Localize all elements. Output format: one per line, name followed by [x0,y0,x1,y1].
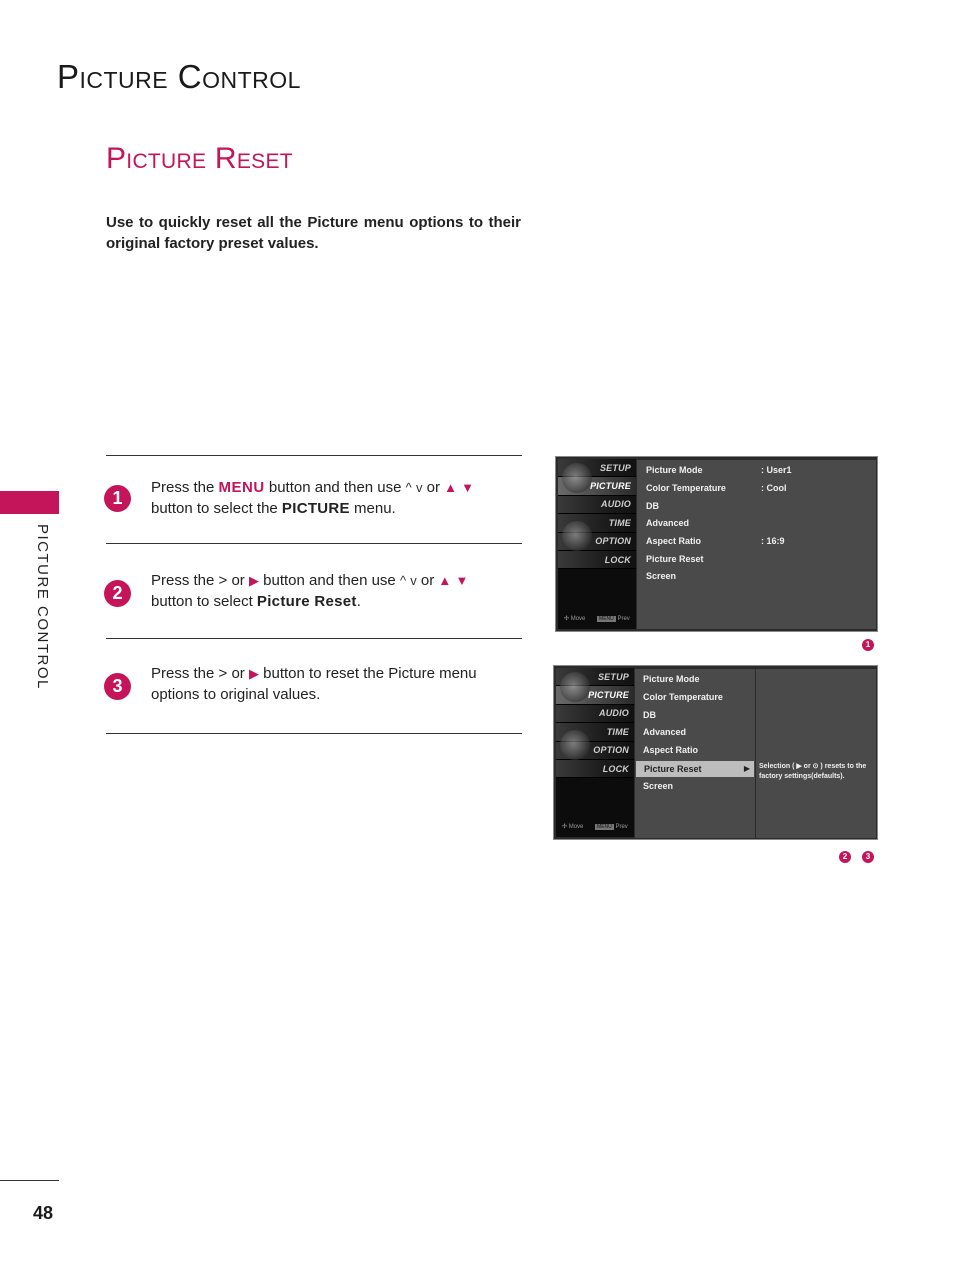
selected-option-picture-reset[interactable] [636,761,754,777]
chevron-down-icon: v [415,480,423,495]
side-tab [0,491,59,514]
right-triangle-icon: ▶ [248,666,259,681]
option-label[interactable]: Picture Mode [643,674,700,684]
step-text-fragment: button to reset the Picture menu [258,665,477,682]
step-text-fragment: Press the [151,572,219,589]
step-text-fragment: or [227,665,249,682]
tv-options-panel [635,669,755,838]
tv-menu-item-picture[interactable]: PICTURE [556,686,634,704]
tv-menu-item-audio[interactable]: AUDIO [556,705,634,723]
option-label[interactable]: Picture Reset [646,554,704,564]
right-chevron-icon: > [218,572,228,589]
tv-info-panel [756,669,876,838]
step-3-line-1 [151,663,521,684]
side-label: PICTURE CONTROL [34,524,51,690]
footer-prev: Prev [615,824,628,830]
step-1-badge: 1 [104,485,131,512]
picture-keyword: PICTURE [281,500,350,517]
disc-graphic [562,463,592,493]
picture-reset-keyword: Picture Reset [256,593,357,610]
right-triangle-icon: ▶ [248,573,259,588]
footer-move: Move [568,824,584,830]
chevron-up-icon: ^ [399,573,407,588]
footer-prev: Prev [617,616,630,622]
right-chevron-icon: > [218,665,228,682]
disc-graphic [560,672,590,702]
chevron-up-icon: ^ [405,480,412,495]
step-2-badge: 2 [104,580,131,607]
page-number: 48 [33,1203,54,1223]
footer-move: Move [570,616,586,622]
intro-paragraph: Use to quickly reset all the Picture menu options to their original factory preset values. [106,214,521,252]
screen-badge: 3 [862,851,874,863]
option-label[interactable]: DB [646,501,659,511]
tv-menu-item-time[interactable]: TIME [558,514,636,532]
step-text-fragment: or [422,479,445,496]
option-label[interactable]: Advanced [646,518,690,528]
down-triangle-icon: ▼ [461,480,475,495]
section-title: Picture Control [57,58,301,95]
up-triangle-icon: ▲ [438,573,452,588]
option-label[interactable]: Picture Mode [646,465,703,475]
step-3-badge: 3 [104,673,131,700]
option-value: : 16:9 [761,536,785,546]
tv-menu-item-lock[interactable]: LOCK [556,760,634,778]
option-label[interactable]: Color Temperature [643,692,723,702]
option-label[interactable]: Screen [643,781,674,791]
tv-menu-item-time[interactable]: TIME [556,723,634,741]
screen-badge: 2 [839,851,851,863]
step-text-fragment: button and then use [258,572,400,589]
disc-graphic [562,521,592,551]
right-arrow-icon: ▶ [743,764,750,773]
tv-options-panel [637,460,876,629]
tv-menu-item-audio[interactable]: AUDIO [558,496,636,514]
step-text-fragment: menu. [349,500,396,517]
tv-menu-item-option[interactable]: OPTION [556,742,634,760]
step-3-text [151,663,521,705]
tv-menu-footer [564,615,630,622]
step-2-text [151,570,521,612]
step-divider [106,543,522,544]
step-text-fragment: button and then use [264,479,406,496]
step-1-line-2 [151,498,521,519]
step-2-line-2 [151,591,521,612]
step-text-fragment: or [416,572,439,589]
footer-menu-tag: MENU [599,616,614,622]
step-divider [106,733,522,734]
step-1-line-1 [151,477,521,498]
step-text-fragment: button to select the [151,500,282,517]
option-label[interactable]: Screen [646,571,677,581]
step-divider [106,455,522,456]
tv-screen-2 [553,665,878,840]
option-value: : Cool [761,483,787,493]
disc-graphic [560,730,590,760]
tv-menu-column [558,459,636,629]
menu-keyword: MENU [218,479,265,496]
step-text-fragment: options to original values. [151,686,321,703]
option-label[interactable]: Advanced [643,727,687,737]
step-2-line-1 [151,570,521,591]
option-label: Picture Reset [644,764,702,774]
page-heading: Picture Reset [106,142,293,175]
page-rule [0,1180,59,1181]
step-3-line-2 [151,684,521,705]
option-label[interactable]: Aspect Ratio [643,745,699,755]
step-text-fragment: or [227,572,249,589]
step-divider [106,638,522,639]
footer-menu-tag: MENU [597,824,612,830]
tv-screen-1 [555,456,878,632]
tv-menu-item-setup[interactable]: SETUP [556,668,634,686]
tv-menu-item-lock[interactable]: LOCK [558,551,636,569]
option-value: : User1 [761,465,792,475]
tv-menu-footer [562,823,628,830]
down-triangle-icon: ▼ [455,573,469,588]
option-label[interactable]: Aspect Ratio [646,536,702,546]
chevron-down-icon: v [410,573,417,588]
move-icon: ✣ [564,616,570,622]
option-label[interactable]: DB [643,710,656,720]
option-label[interactable]: Color Temperature [646,483,726,493]
tv-menu-item-setup[interactable]: SETUP [558,459,636,477]
step-text-fragment: Press the [151,479,219,496]
reset-info-text: Selection ( ▶ or ⊙ ) resets to the factory settings(defaults). [759,763,867,780]
step-text-fragment: . [356,593,361,610]
step-text-fragment: Press the [151,665,219,682]
up-triangle-icon: ▲ [444,480,457,495]
tv-menu-item-picture[interactable]: PICTURE [558,477,636,495]
step-text-fragment: button to select [151,593,257,610]
move-icon: ✣ [562,824,568,830]
tv-menu-item-option[interactable]: OPTION [558,533,636,551]
screen-badge: 1 [862,639,874,651]
step-1-text [151,477,521,519]
tv-menu-column [556,668,634,837]
